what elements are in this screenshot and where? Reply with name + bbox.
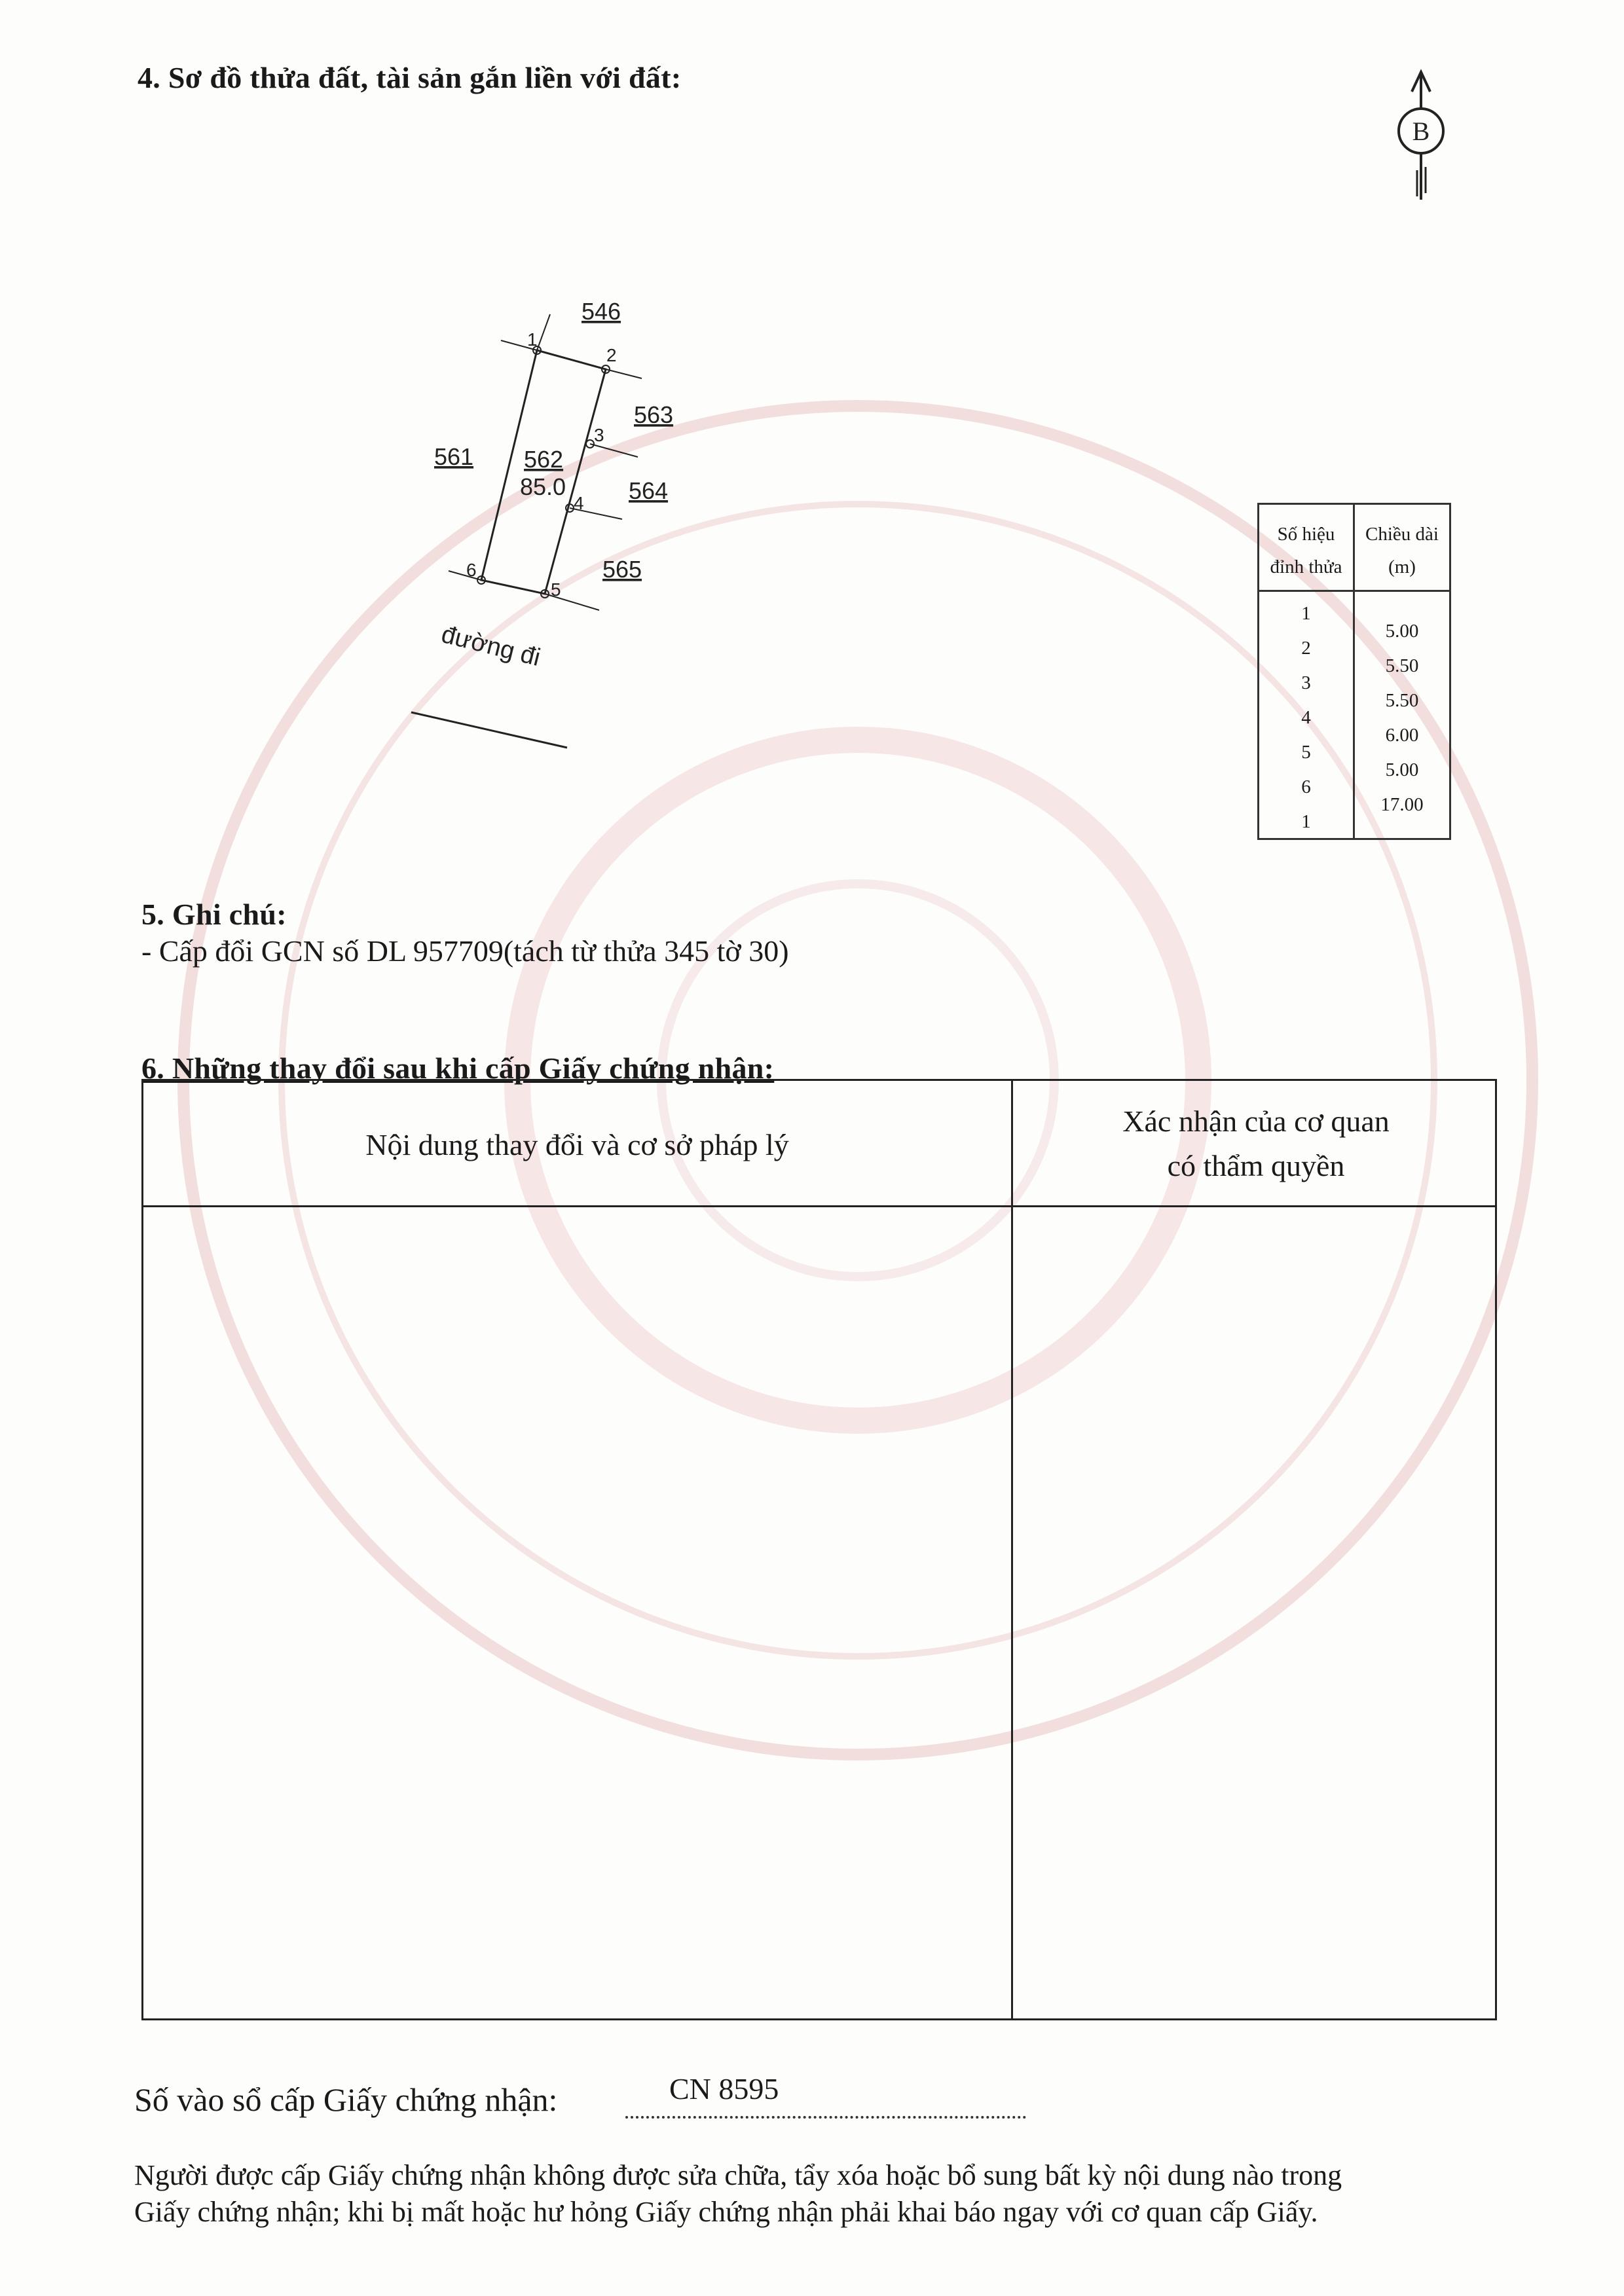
length-cell: 5.00 <box>1385 759 1419 780</box>
parcel-563: 563 <box>634 401 674 428</box>
header-length-line2: (m) <box>1388 556 1416 577</box>
length-cell: 5.50 <box>1385 690 1419 711</box>
parcel-562: 562 <box>524 446 564 473</box>
vertex-cell: 4 <box>1301 707 1311 728</box>
length-cell: 5.00 <box>1385 621 1419 642</box>
header-vertex-line1: Số hiệu <box>1277 524 1335 545</box>
vertex-length-table <box>1257 503 1451 840</box>
registry-label: Số vào sổ cấp Giấy chứng nhận: <box>134 2081 558 2118</box>
vertex-1-label: 1 <box>527 329 538 350</box>
vertex-cell: 3 <box>1301 672 1311 693</box>
registry-dotted-line <box>625 2116 1026 2119</box>
vertex-cell: 2 <box>1301 638 1311 659</box>
registry-number: CN 8595 <box>669 2072 779 2105</box>
parcel-565: 565 <box>602 556 642 583</box>
vertex-cell: 1 <box>1301 603 1311 624</box>
north-arrow-label: B <box>1412 117 1430 146</box>
section-4-title: 4. Sơ đồ thửa đất, tài sản gắn liền với đất: <box>138 61 682 94</box>
section-5-note: - Cấp đổi GCN số DL 957709(tách từ thửa 345 tờ 30) <box>141 934 789 968</box>
column-header-content: Nội dung thay đổi và cơ sở pháp lý <box>365 1128 789 1161</box>
parcel-546: 546 <box>581 298 621 325</box>
parcel-sketch <box>367 275 707 773</box>
section-5-title: 5. Ghi chú: <box>141 898 287 931</box>
vertex-3-label: 3 <box>594 425 604 445</box>
header-length-line1: Chiều dài <box>1365 524 1439 545</box>
parcel-561: 561 <box>434 443 474 470</box>
vertex-4-label: 4 <box>574 493 584 513</box>
footer-line-1: Người được cấp Giấy chứng nhận không được sửa chữa, tẩy xóa hoặc bổ sung bất kỳ nội dung nào trong <box>134 2159 1342 2191</box>
header-vertex-line2: đỉnh thửa <box>1270 556 1342 577</box>
vertex-cell: 5 <box>1301 742 1311 763</box>
column-header-confirm-line1: Xác nhận của cơ quan <box>1122 1104 1390 1138</box>
column-header-confirm-line2: có thẩm quyền <box>1167 1149 1345 1182</box>
length-cell: 6.00 <box>1385 725 1419 746</box>
footer-line-2: Giấy chứng nhận; khi bị mất hoặc hư hỏng Giấy chứng nhận phải khai báo ngay với cơ quan cấp Giấy. <box>134 2196 1318 2228</box>
changes-table <box>141 1079 1497 2020</box>
vertex-2-label: 2 <box>606 345 617 365</box>
vertex-6-label: 6 <box>466 560 477 580</box>
length-cell: 17.00 <box>1380 794 1424 815</box>
vertex-5-label: 5 <box>551 579 561 600</box>
north-arrow-icon <box>1388 65 1454 210</box>
parcel-area: 85.0 <box>520 473 566 500</box>
parcel-564: 564 <box>629 477 669 504</box>
road-label: đường đi <box>438 620 544 672</box>
section-6-title: 6. Những thay đổi sau khi cấp Giấy chứng nhận: <box>141 1051 775 1085</box>
length-cell: 5.50 <box>1385 655 1419 676</box>
vertex-cell: 1 <box>1301 811 1311 832</box>
vertex-cell: 6 <box>1301 776 1311 797</box>
